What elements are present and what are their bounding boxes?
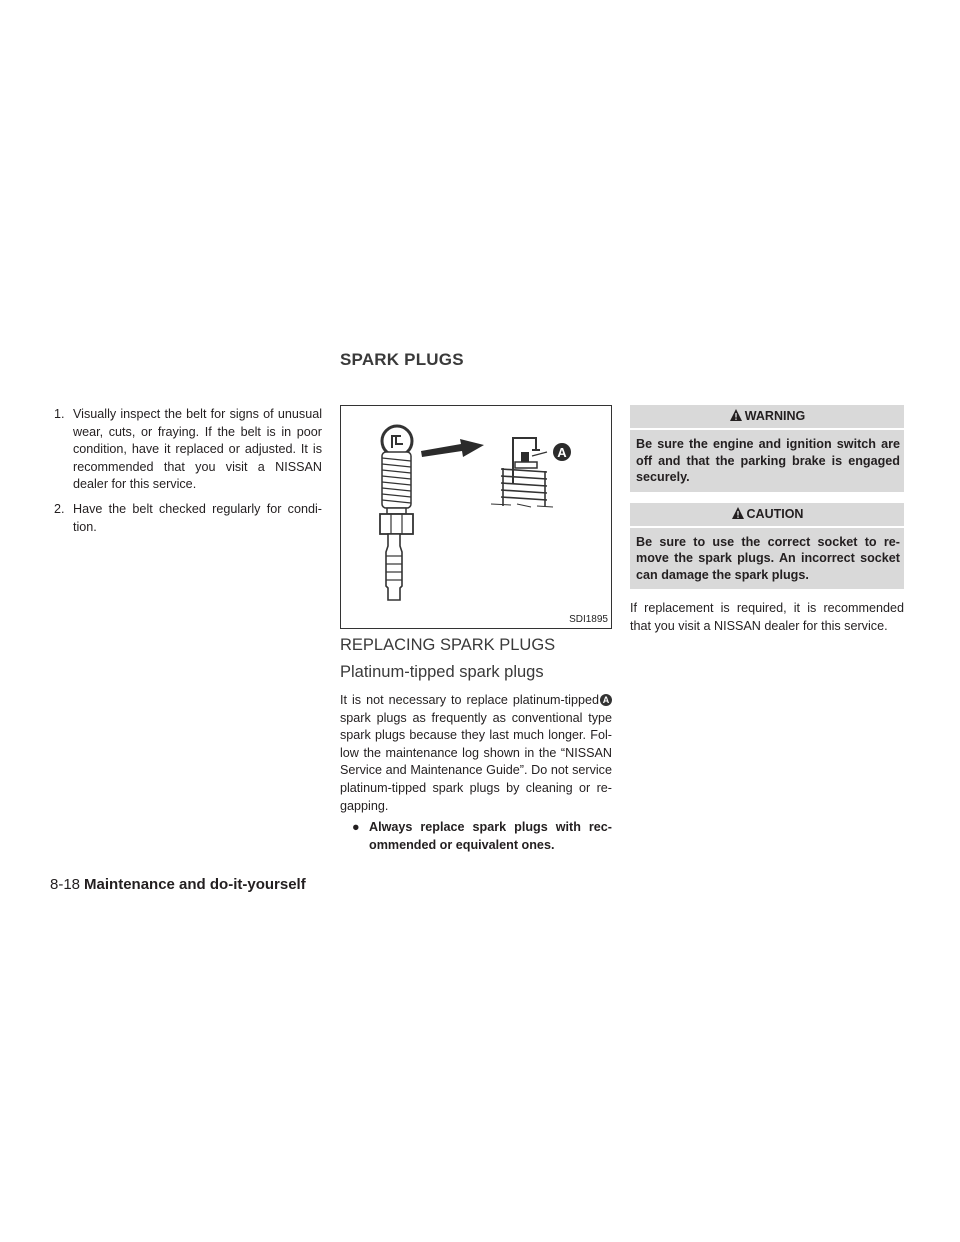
chapter-title: Maintenance and do-it-yourself [84, 876, 306, 893]
step-text: Have the belt checked regularly for condi-tion. [73, 501, 322, 534]
subsection-title: Platinum-tipped spark plugs [340, 663, 544, 681]
callout-a-icon: A [600, 694, 612, 706]
belt-instructions [50, 406, 322, 543]
replacement-note: If replacement is required, it is recommended that you visit a NISSAN dealer for this service. [630, 601, 904, 633]
caution-text: Be sure to use the correct socket to re-move the spark plugs. An incorrect socket can damage the spark plugs. [630, 526, 904, 590]
page-footer [50, 876, 306, 893]
section-title: REPLACING SPARK PLUGS [340, 636, 556, 654]
bullet-text: Always replace spark plugs with rec-ommended or equivalent ones. [369, 820, 612, 852]
step-text: Visually inspect the belt for signs of unusual wear, cuts, or fraying. If the belt is in poor condition, have it replaced or adjusted. It is recommended that you visit a NISSAN dealer for this service. [73, 407, 322, 492]
caution-icon [731, 506, 745, 520]
warning-label: WARNING [744, 409, 806, 423]
page-number: 8-18 [50, 876, 81, 893]
warning-icon [729, 408, 743, 422]
caution-box [630, 503, 904, 590]
warning-header [630, 405, 904, 428]
warning-box [630, 405, 904, 492]
spark-plug-figure [340, 405, 612, 629]
warning-text: Be sure the engine and ignition switch are off and that the parking brake is engaged securely. [630, 428, 904, 492]
caution-label: CAUTION [746, 506, 804, 521]
list-item [50, 406, 322, 494]
callout-a-label: A [557, 445, 567, 460]
caution-header [630, 503, 904, 526]
safety-notices [630, 405, 904, 635]
figure-code: SDI1895 [569, 614, 608, 625]
list-item [50, 501, 322, 536]
body-text-before: It is not necessary to replace platinum-tipped [340, 693, 599, 707]
page-title: SPARK PLUGS [340, 350, 464, 369]
list-item [340, 819, 612, 854]
step-number: 2. [54, 501, 65, 516]
spark-plug-section [340, 405, 612, 852]
bullet-icon: ● [352, 820, 360, 834]
body-text-after: spark plugs as frequently as conventional type spark plugs because they last much longer. Fol-low the maintenance log shown in the “NISSAN Service and Maintenance Guide”. Do not service platinum-tipped spark plugs by cleaning or re-gapping. [340, 710, 612, 813]
body-paragraph [340, 692, 612, 815]
step-number: 1. [54, 407, 65, 421]
belt-step-list [50, 406, 322, 536]
spark-plug-illustration [341, 406, 611, 628]
